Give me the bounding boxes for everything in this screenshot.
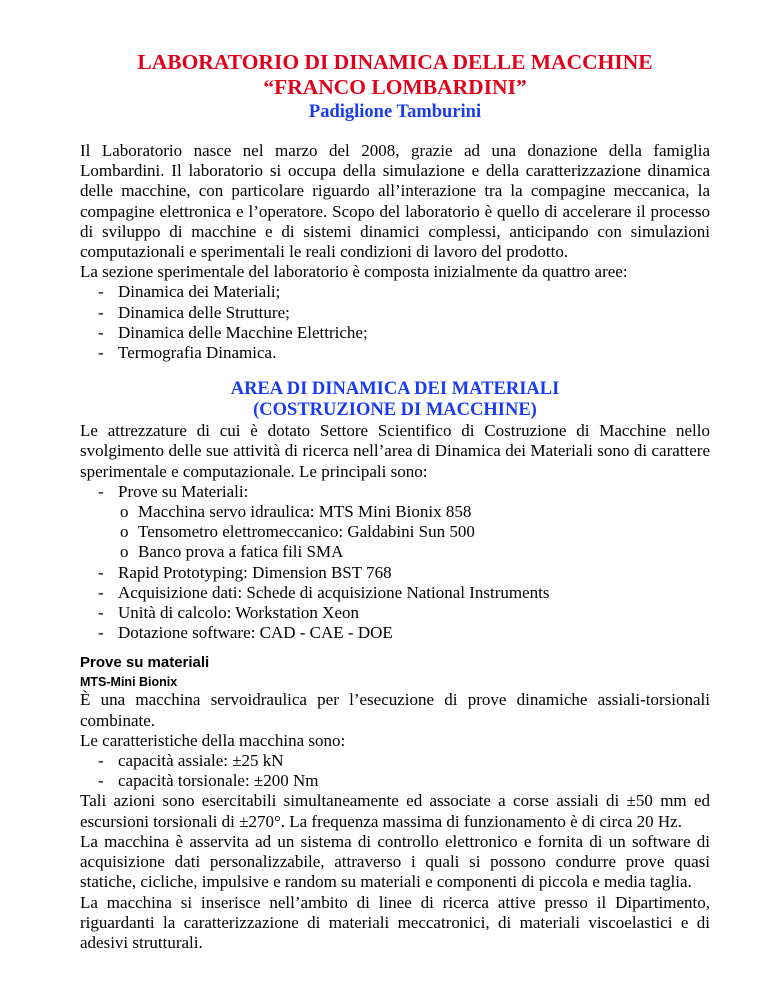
list-item: - Termografia Dinamica. [98,343,710,363]
features-list [80,751,710,791]
sub-list-item: o Macchina servo idraulica: MTS Mini Bionix 858 [120,502,710,522]
areas-list [80,282,710,363]
section-heading-prove: Prove su materiali [80,654,210,672]
mts-paragraph-3: La macchina si inserisce nell’ambito di linee di ricerca attive presso il Dipartimento, riguardanti la caratterizzazione di materiali meccatronici, di materiali viscoelastici e di adesivi strutturali. [80,892,710,952]
document-subtitle: Padiglione Tamburini [308,102,482,122]
area-title-line-2: (COSTRUZIONE DI MACCHINE) [253,400,537,421]
document-title [80,50,710,100]
list-item: - capacità assiale: ±25 kN [98,751,710,771]
subsection-heading-mts: MTS-Mini Bionix [80,675,178,690]
list-item: - capacità torsionale: ±200 Nm [98,771,710,791]
mts-paragraph-1: Tali azioni sono esercitabili simultaneamente ed associate a corse assiali di ±50 mm ed escursioni torsionali di ±270°. La frequenza massima di funzionamento è di circa 20 Hz. [80,791,710,831]
list-item [98,482,710,563]
area-materiali-paragraph: Le attrezzature di cui è dotato Settore Scientifico di Costruzione di Macchine nello svolgimento delle sue attività di ricerca nell’area di Dinamica dei Materiali sono di carattere sperimentale e computazionale. Le principali sono: [80,421,710,481]
list-item: - Dinamica dei Materiali; [98,282,710,302]
title-line-2: “FRANCO LOMBARDINI” [263,75,527,99]
equipment-list [80,482,710,644]
list-item: - Acquisizione dati: Schede di acquisizione National Instruments [98,583,710,603]
features-lead: Le caratteristiche della macchina sono: [80,730,346,750]
list-item-label: Prove su Materiali: [118,481,249,501]
area-materiali-title [80,379,710,421]
sub-list-item: o Banco prova a fatica fili SMA [120,542,710,562]
mts-paragraph-2: La macchina è asservita ad un sistema di controllo elettronico e fornita di un software di acquisizione dati personalizzabile, attraverso i quali si possono condurre prove quasi statiche, cicliche, impulsive e random su materiali e componenti di piccola e media taglia. [80,831,710,892]
area-title-line-1: AREA DI DINAMICA DEI MATERIALI [230,379,560,400]
list-item: - Dotazione software: CAD - CAE - DOE [98,623,710,643]
list-item: - Dinamica delle Macchine Elettriche; [98,323,710,343]
mts-intro-paragraph: È una macchina servoidraulica per l’esecuzione di prove dinamiche assiali-torsionali combinate. [80,690,710,730]
sub-list [118,502,710,563]
areas-lead: La sezione sperimentale del laboratorio è composta inizialmente da quattro aree: [80,262,628,282]
sub-list-item: o Tensometro elettromeccanico: Galdabini Sun 500 [120,522,710,542]
intro-paragraph: Il Laboratorio nasce nel marzo del 2008, grazie ad una donazione della famiglia Lombardini. Il laboratorio si occupa della simulazione e della caratterizzazione dinamica delle macchine, con particolare riguardo all’interazione tra la compagine meccanica, la compagine elettronica e l’operatore. Scopo del laboratorio è quello di accelerare il processo di sviluppo di macchine e di sistemi dinamici complessi, anticipando con simulazioni computazionali e sperimentali le reali condizioni di lavoro del prodotto. [80,141,710,262]
list-item: - Dinamica delle Strutture; [98,303,710,323]
title-line-1: LABORATORIO DI DINAMICA DELLE MACCHINE [137,50,653,74]
list-item: - Unità di calcolo: Workstation Xeon [98,603,710,623]
list-item: - Rapid Prototyping: Dimension BST 768 [98,563,710,583]
